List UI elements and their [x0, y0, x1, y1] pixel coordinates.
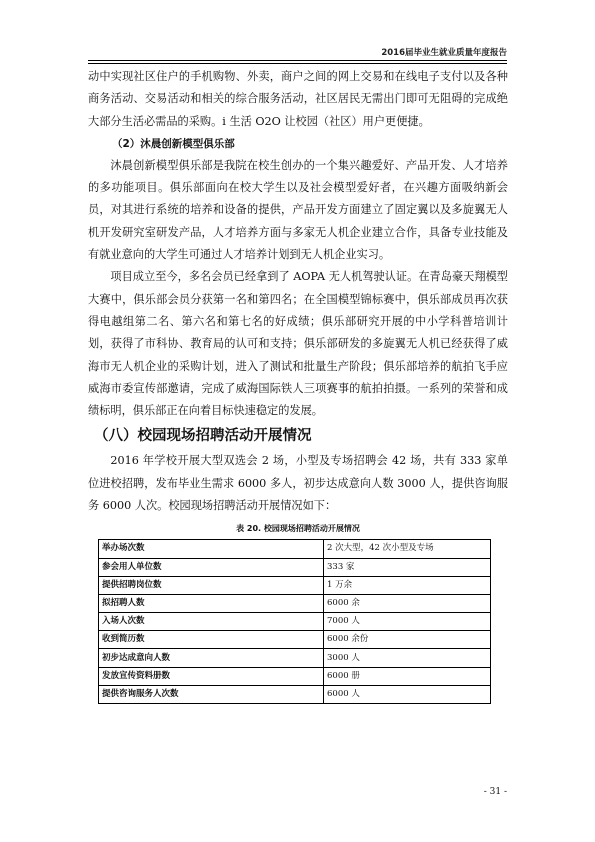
table-cell-value: 7000 人 [324, 613, 491, 631]
table-cell-value: 1 万余 [324, 576, 491, 594]
table-cell-label: 举办场次数 [99, 540, 324, 558]
header-rule [88, 60, 507, 64]
table-cell-value: 6000 人 [324, 685, 491, 703]
paragraph-recruitment-summary: 2016 年学校开展大型双选会 2 场，小型及专场招聘会 42 场，共有 333 家单位进校招聘，发布毕业生需求 6000 多人，初步达成意向人数 3000 人，提供咨询服务 6000 人次。校园现场招聘活动开展情况如下： [88, 454, 508, 513]
table-caption: 表 20. 校园现场招聘活动开展情况 [236, 524, 360, 534]
table-cell-label: 提供咨询服务人次数 [99, 685, 324, 703]
table-cell-value: 6000 余 [324, 594, 491, 612]
table-row [99, 594, 491, 612]
table-cell-value: 6000 册 [324, 667, 491, 685]
table-cell-label: 收到简历数 [99, 631, 324, 649]
page-number: - 31 - [483, 787, 507, 797]
table-row [99, 649, 491, 667]
table-cell-label: 参会用人单位数 [99, 558, 324, 576]
table-row [99, 558, 491, 576]
section-heading-campus-recruitment: （八）校园现场招聘活动开展情况 [94, 428, 312, 445]
paragraph-club-achievements: 项目成立至今，多名会员已经拿到了 AOPA 无人机驾驶认证。在青岛豪天翔模型大赛中，俱乐部会员分获第一名和第四名；在全国模型锦标赛中，俱乐部成员再次获得电越组第二名、第六名和第七名的好成绩；俱乐部研究开展的中小学科普培训计划，获得了市科协、教育局的认可和支持；俱乐部研发的多旋翼无人机已经获得了威海市无人机企业的采购计划，进入了测试和批量生产阶段；俱乐部培养的航拍飞手应威海市委宣传部邀请，完成了威海国际铁人三项赛事的航拍拍摄。一系列的荣誉和成绩标明，俱乐部正在向着目标快速稳定的发展。 [88, 270, 508, 418]
recruitment-table [98, 539, 491, 704]
paragraph-ilife: 动中实现社区住户的手机购物、外卖，商户之间的网上交易和在线电子支付以及各种商务活动、交易活动和相关的综合服务活动，社区居民无需出门即可无阻碍的完成绝大部分生活必需品的采购。i 生活 O2O 让校园（社区）用户更便捷。 [88, 70, 508, 128]
table-row [99, 576, 491, 594]
paragraph-club-intro: 沐晨创新模型俱乐部是我院在校生创办的一个集兴趣爱好、产品开发、人才培养的多功能项目。俱乐部面向在校大学生以及社会模型爱好者，在兴趣方面吸纳新会员，对其进行系统的培养和设备的提供，产品开发方面建立了固定翼以及多旋翼无人机开发研究室研发产品，人才培养方面与多家无人机企业建立合作，具备专业技能及有就业意向的大学生可通过人才培养计划到无人机企业实习。 [88, 158, 508, 262]
table-cell-value: 333 家 [324, 558, 491, 576]
table-cell-label: 初步达成意向人数 [99, 649, 324, 667]
table-cell-label: 提供招聘岗位数 [99, 576, 324, 594]
table-cell-label: 发放宣传资料册数 [99, 667, 324, 685]
table-row [99, 613, 491, 631]
table-row [99, 685, 491, 703]
header-title: 2016届毕业生就业质量年度报告 [381, 48, 507, 58]
subheading-muchen-club: （2）沐晨创新模型俱乐部 [112, 137, 235, 150]
table-cell-label: 拟招聘人数 [99, 594, 324, 612]
table-row [99, 667, 491, 685]
table-cell-value: 2 次大型，42 次小型及专场 [324, 540, 491, 558]
table-row [99, 631, 491, 649]
table-cell-label: 入场人次数 [99, 613, 324, 631]
table-cell-value: 3000 人 [324, 649, 491, 667]
page-content [88, 66, 508, 704]
table-cell-value: 6000 余份 [324, 631, 491, 649]
table-row [99, 540, 491, 558]
